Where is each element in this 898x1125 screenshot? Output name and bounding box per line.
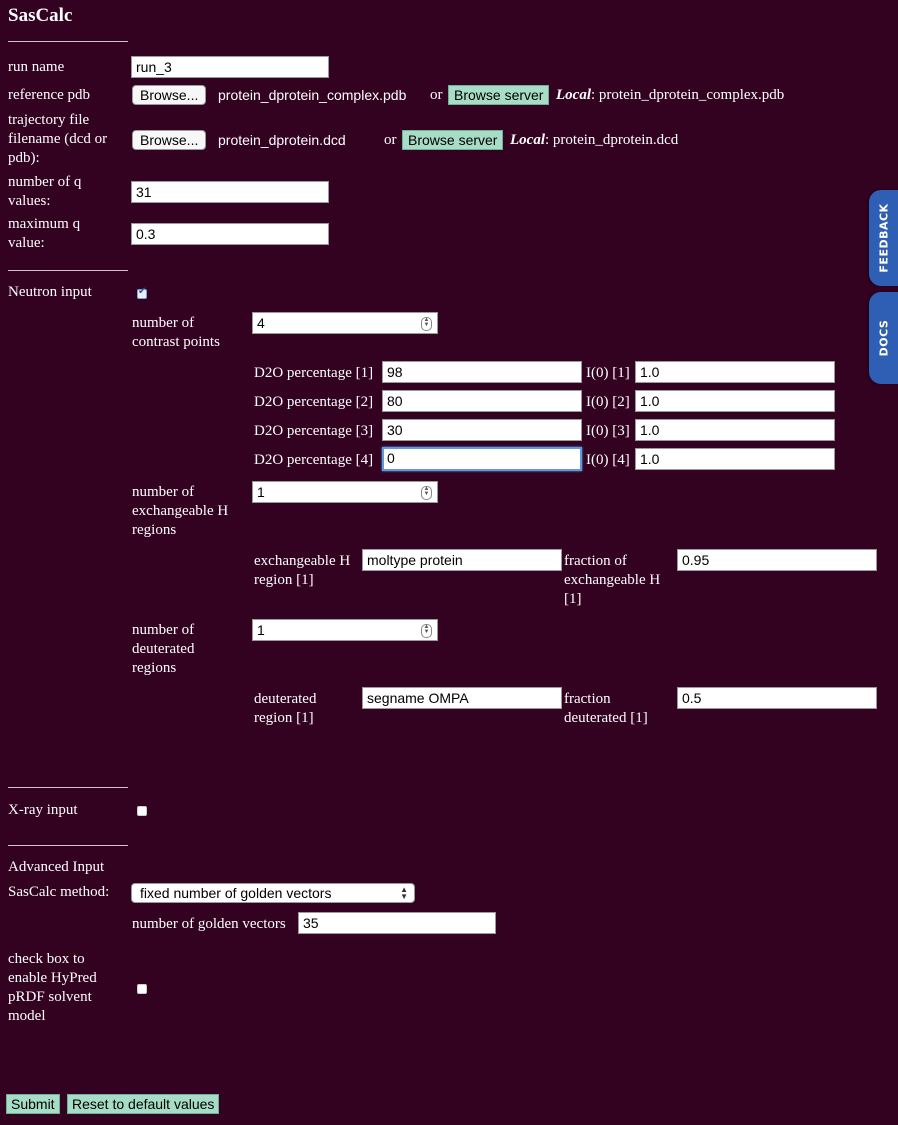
contrast-points-value: 4: [257, 315, 265, 331]
xray-input-label: X-ray input: [8, 802, 78, 818]
divider: [8, 41, 128, 42]
label-line: model: [8, 1008, 46, 1024]
label-line: deuterated: [132, 641, 195, 657]
deuterated-count-stepper[interactable]: [252, 619, 438, 641]
deuterated-count-value: 1: [257, 622, 265, 638]
docs-tab[interactable]: [869, 292, 898, 384]
label-line: deuterated [1]: [564, 710, 648, 726]
deuterated-fraction-input[interactable]: 0.5: [677, 687, 877, 709]
deuterated-region-label: [254, 690, 316, 728]
label-line: number of: [132, 622, 195, 638]
label-line: exchangeable H: [254, 553, 351, 569]
d2o-input-1[interactable]: 98: [382, 361, 582, 383]
sascalc-method-select[interactable]: [131, 883, 415, 903]
trajectory-browse-button[interactable]: Browse...: [132, 130, 206, 150]
golden-vectors-input[interactable]: 35: [298, 912, 496, 934]
label-line: regions: [132, 522, 177, 538]
reference-pdb-filename: protein_dprotein_complex.pdb: [218, 87, 407, 103]
deuterated-region-input[interactable]: segname OMPA: [362, 687, 562, 709]
golden-vectors-label: number of golden vectors: [132, 916, 286, 932]
label-line: regions: [132, 660, 177, 676]
max-q-label-line: maximum q: [8, 216, 81, 232]
spinner-arrows-icon[interactable]: ▲ ▼: [421, 317, 432, 331]
i0-label-1: I(0) [1]: [586, 365, 630, 381]
i0-input-2[interactable]: 1.0: [635, 390, 835, 412]
exchangeable-h-fraction-label: [564, 552, 660, 609]
max-q-label: [8, 215, 80, 253]
spinner-arrows-icon[interactable]: ▲ ▼: [421, 486, 432, 500]
reference-pdb-local: [556, 85, 784, 105]
xray-input-checkbox[interactable]: [137, 806, 147, 816]
i0-input-3[interactable]: 1.0: [635, 419, 835, 441]
contrast-points-label-line: number of: [132, 315, 195, 331]
contrast-points-label-line: contrast points: [132, 334, 220, 350]
local-label: Local: [556, 87, 591, 103]
trajectory-local: [510, 130, 678, 150]
sascalc-method-value: fixed number of golden vectors: [140, 885, 332, 901]
i0-label-2: I(0) [2]: [586, 394, 630, 410]
trajectory-label-line: filename (dcd or: [8, 131, 108, 147]
i0-input-1[interactable]: 1.0: [635, 361, 835, 383]
exchangeable-h-count-value: 1: [257, 484, 265, 500]
label-line: region [1]: [254, 710, 314, 726]
divider: [8, 270, 128, 271]
label-line: exchangeable H: [132, 503, 229, 519]
hypred-checkbox[interactable]: [137, 984, 147, 994]
sascalc-method-label: SasCalc method:: [8, 884, 110, 900]
num-q-label-line: number of q: [8, 174, 82, 190]
reference-pdb-or: or: [430, 87, 443, 103]
run-name-label: run name: [8, 59, 65, 75]
local-value: : protein_dprotein.dcd: [545, 132, 679, 148]
label-line: enable HyPred: [8, 970, 97, 986]
label-line: check box to: [8, 951, 85, 967]
exchangeable-h-region-input[interactable]: moltype protein: [362, 549, 562, 571]
d2o-label-3: D2O percentage [3]: [254, 423, 374, 439]
max-q-label-line: value:: [8, 235, 45, 251]
spinner-arrows-icon[interactable]: ▲ ▼: [421, 624, 432, 638]
label-line: fraction of: [564, 553, 627, 569]
exchangeable-h-count-stepper[interactable]: [252, 481, 438, 503]
trajectory-or: or: [384, 132, 397, 148]
run-name-input[interactable]: run_3: [131, 56, 329, 78]
d2o-label-4: D2O percentage [4]: [254, 452, 374, 468]
docs-tab-label: DOCS: [877, 319, 891, 357]
label-line: deuterated: [254, 691, 317, 707]
trajectory-label-line: pdb):: [8, 150, 40, 166]
reference-pdb-browse-button[interactable]: Browse...: [132, 85, 206, 105]
max-q-input[interactable]: 0.3: [131, 223, 329, 245]
contrast-points-stepper[interactable]: [252, 312, 438, 334]
d2o-input-3[interactable]: 30: [382, 419, 582, 441]
trajectory-browse-server-button[interactable]: Browse server: [402, 130, 503, 150]
divider: [8, 787, 128, 788]
chevron-updown-icon: ▲ ▼: [400, 885, 408, 901]
local-label: Local: [510, 132, 545, 148]
submit-button[interactable]: Submit: [6, 1094, 60, 1114]
d2o-label-1: D2O percentage [1]: [254, 365, 374, 381]
exchangeable-h-region-label: [254, 552, 350, 590]
d2o-label-2: D2O percentage [2]: [254, 394, 374, 410]
hypred-label: [8, 950, 97, 1026]
deuterated-count-label: [132, 621, 194, 678]
num-q-input[interactable]: 31: [131, 181, 329, 203]
advanced-input-heading: Advanced Input: [8, 859, 105, 875]
feedback-tab-label: FEEDBACK: [877, 203, 891, 273]
num-q-label: [8, 173, 81, 211]
trajectory-label-line: trajectory file: [8, 112, 90, 128]
i0-label-3: I(0) [3]: [586, 423, 630, 439]
deuterated-fraction-label: [564, 690, 648, 728]
i0-input-4[interactable]: 1.0: [635, 448, 835, 470]
d2o-input-4[interactable]: 0: [382, 447, 582, 471]
reset-button[interactable]: Reset to default values: [67, 1094, 219, 1114]
d2o-input-2[interactable]: 80: [382, 390, 582, 412]
feedback-tab[interactable]: [869, 190, 898, 286]
divider: [8, 845, 128, 846]
neutron-input-label: Neutron input: [8, 284, 92, 300]
label-line: [1]: [564, 591, 582, 607]
exchangeable-h-count-label: [132, 483, 228, 540]
label-line: number of: [132, 484, 195, 500]
app-title: SasCalc: [8, 5, 73, 26]
trajectory-label: [8, 111, 107, 168]
num-q-label-line: values:: [8, 193, 51, 209]
neutron-input-checkbox[interactable]: [137, 289, 147, 299]
local-value: : protein_dprotein_complex.pdb: [591, 87, 785, 103]
reference-pdb-label: reference pdb: [8, 87, 91, 103]
label-line: exchangeable H: [564, 572, 661, 588]
exchangeable-h-fraction-input[interactable]: 0.95: [677, 549, 877, 571]
contrast-points-label: [132, 314, 220, 352]
label-line: pRDF solvent: [8, 989, 92, 1005]
reference-pdb-browse-server-button[interactable]: Browse server: [448, 85, 549, 105]
label-line: fraction: [564, 691, 611, 707]
trajectory-filename: protein_dprotein.dcd: [218, 132, 346, 148]
label-line: region [1]: [254, 572, 314, 588]
i0-label-4: I(0) [4]: [586, 452, 630, 468]
